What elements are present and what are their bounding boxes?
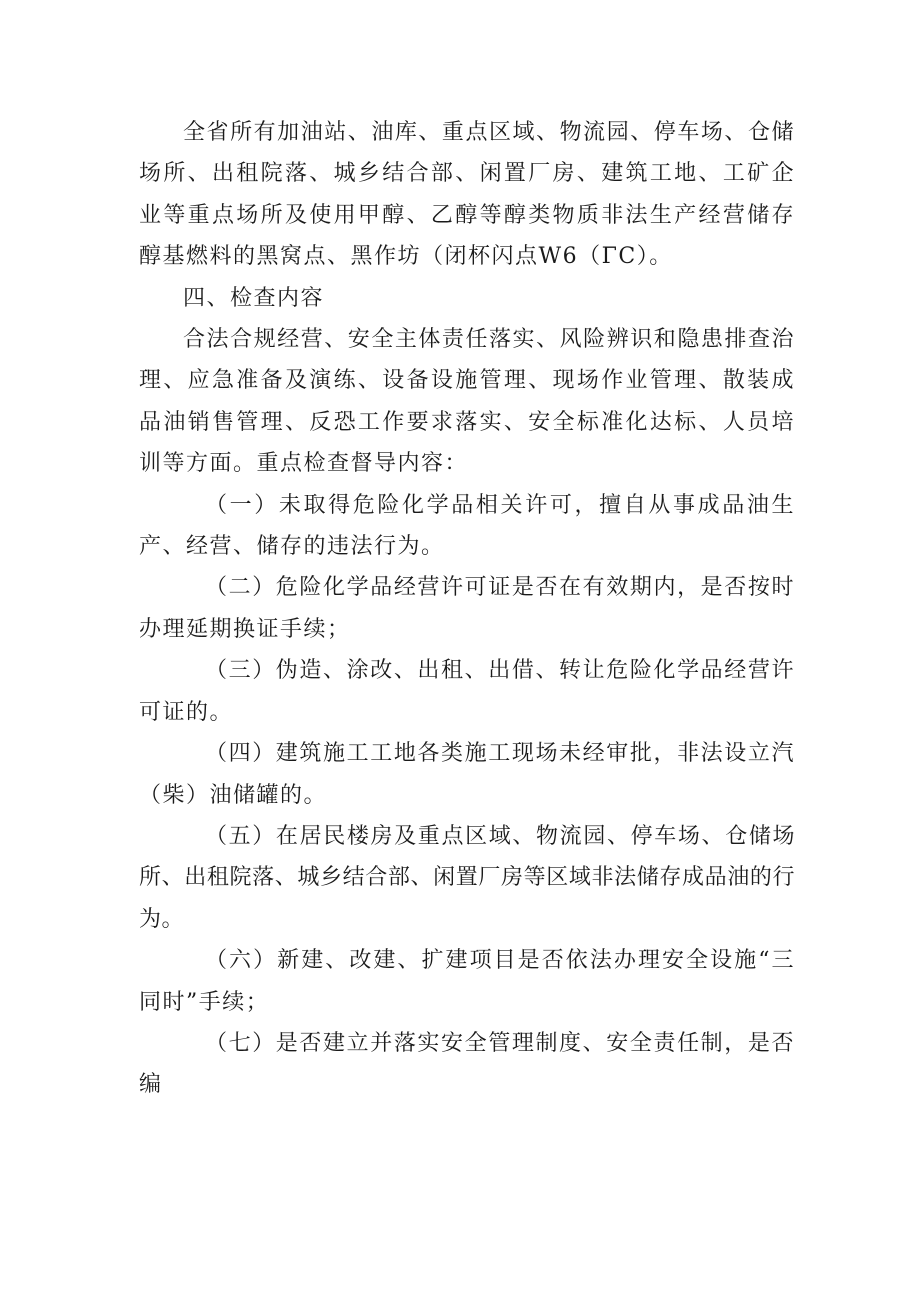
- list-item-7: （七）是否建立并落实安全管理制度、安全责任制，是否编: [139, 1030, 795, 1098]
- paragraph-inspection-overview: 合法合规经营、安全主体责任落实、风险辨识和隐患排查治理、应急准备及演练、设备设施管理、现场作业管理、散装成品油销售管理、反恐工作要求落实、安全标准化达标、人员培训等方面。重点检查督导内容：: [139, 327, 795, 477]
- section-heading-inspection-content: 四、检查内容: [183, 285, 325, 311]
- list-item-1: （一）未取得危险化学品相关许可，擅自从事成品油生产、经营、储存的违法行为。: [139, 492, 795, 560]
- list-item-3: （三）伪造、涂改、出租、出借、转让危险化学品经营许可证的。: [139, 658, 795, 725]
- list-item-2: （二）危险化学品经营许可证是否在有效期内，是否按时办理延期换证手续；: [139, 575, 795, 642]
- list-item-6: （六）新建、改建、扩建项目是否依法办理安全设施“三同时”手续；: [139, 948, 795, 1015]
- list-item-5: （五）在居民楼房及重点区域、物流园、停车场、仓储场所、出租院落、城乡结合部、闲置厂房等区域非法储存成品油的行为。: [139, 823, 795, 932]
- document-body: [139, 112, 795, 1106]
- list-item-4: （四）建筑施工工地各类施工现场未经审批，非法设立汽（柴）油储罐的。: [139, 741, 795, 808]
- paragraph-scope: 全省所有加油站、油库、重点区域、物流园、停车场、仓储场所、出租院落、城乡结合部、闲置厂房、建筑工地、工矿企业等重点场所及使用甲醇、乙醇等醇类物质非法生产经营储存醇基燃料的黑窝点、黑作坊（闭杯闪点W6（ΓC）。: [139, 120, 795, 270]
